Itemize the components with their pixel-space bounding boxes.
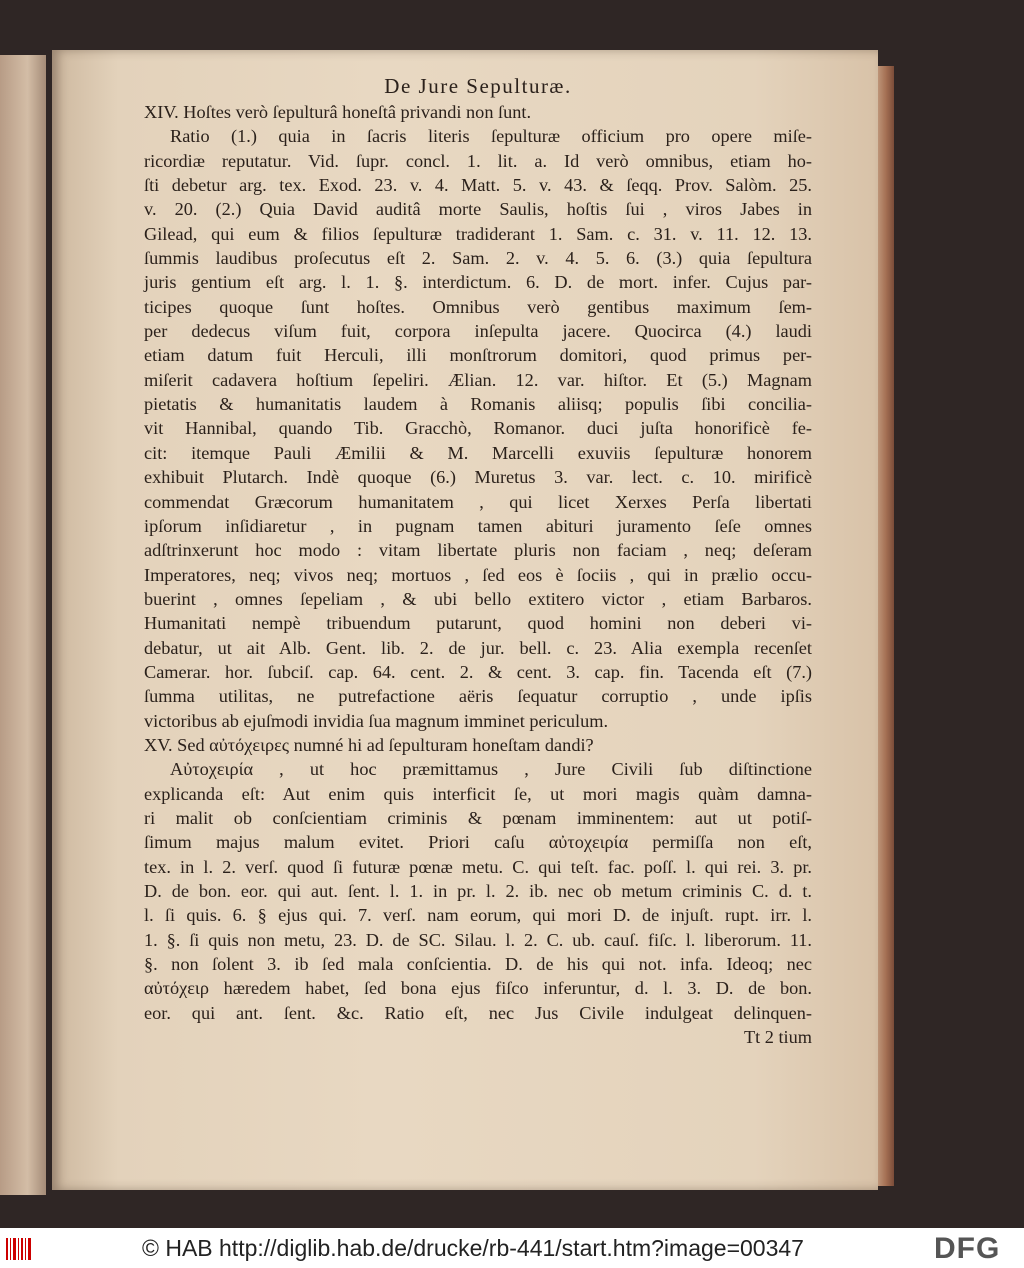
- text-line: αὐτόχειρ hæredem habet, ſed bona ejus fiſco inferuntur, d. l. 3. D. de bon.: [144, 978, 812, 999]
- text-line: miſerit cadavera hoſtium ſepeliri. Ælian. 12. var. hiſtor. Et (5.) Magnam: [144, 369, 812, 390]
- text-line: ſimum majus malum evitet. Priori caſu αὐτοχειρία permiſſa non eſt,: [144, 832, 812, 853]
- text-line: Gilead, qui eum & filios ſepulturæ tradiderant 1. Sam. c. 31. v. 11. 12. 13.: [144, 223, 812, 244]
- text-line: Camerar. hor. ſubciſ. cap. 64. cent. 2. & cent. 3. cap. fin. Tacenda eſt (7.): [144, 661, 812, 682]
- footer-bar: [0, 1228, 1024, 1268]
- text-line: Humanitati nempè tribuendum putarunt, quod homini non deberi vi-: [144, 613, 812, 634]
- text-line: Αὐτοχειρία , ut hoc præmittamus , Jure Civili ſub diſtinctione: [170, 759, 812, 780]
- text-line: §. non ſolent 3. ib ſed mala conſcientia. D. de his qui not. infa. Ideoq; nec: [144, 954, 812, 975]
- text-line: pietatis & humanitatis laudem à Romanis aliisq; populis ſibi concilia-: [144, 394, 812, 415]
- text-line: Ratio (1.) quia in ſacris literis ſepulturæ officium pro opere miſe-: [170, 126, 812, 147]
- text-line: l. ſi quis. 6. § ejus qui. 7. verſ. nam eorum, qui mori D. de injuſt. rupt. irr. l.: [144, 905, 812, 926]
- text-line: Tt 2 tium: [743, 1027, 812, 1048]
- text-line: ri malit ob conſcientiam criminis & pœnam imminentem: aut ut potiſ-: [144, 807, 812, 828]
- dfg-logo: DFG: [934, 1232, 1001, 1265]
- barcode-icon: [6, 1238, 32, 1260]
- text-line: commendat Græcorum humanitatem , qui licet Xerxes Perſa libertati: [144, 491, 812, 512]
- text-line: cit: itemque Pauli Æmilii & M. Marcelli exuviis ſepulturæ honorem: [144, 442, 812, 463]
- book-page: [52, 50, 878, 1190]
- text-line: buerint , omnes ſepeliam , & ubi bello extitero victor , etiam Barbaros.: [144, 588, 812, 609]
- text-line: tex. in l. 2. verſ. quod ſi futuræ pœnæ metu. C. qui teſt. fac. poſſ. l. qui rei. 3. pr.: [144, 856, 812, 877]
- text-line: juris gentium eſt arg. l. 1. §. interdictum. 6. D. de mort. infer. Cujus par-: [144, 272, 812, 293]
- text-line: v. 20. (2.) Quia David auditâ morte Saulis, hoſtis ſui , viros Jabes in: [144, 199, 812, 220]
- text-line: XIV. Hoſtes verò ſepulturâ honeſtâ privandi non ſunt.: [144, 102, 532, 122]
- text-line: victoribus ab ejuſmodi invidia ſua magnum imminet periculum.: [144, 710, 609, 731]
- text-line: ſumma utilitas, ne putrefactione aëris ſequatur corruptio , unde ipſis: [144, 686, 812, 707]
- text-line: D. de bon. eor. qui aut. ſent. l. 1. in pr. l. 2. ib. nec ob metum criminis C. d. t.: [144, 881, 812, 901]
- text-line: ſummis laudibus proſecutus eſt 2. Sam. 2. v. 4. 5. 6. (3.) quia ſepultura: [144, 248, 812, 269]
- text-line: per dedecus viſum fuit, corpora inſepulta jacere. Quocirca (4.) laudi: [144, 321, 812, 342]
- text-line: explicanda eſt: Aut enim quis interficit ſe, ut mori magis quàm damna-: [144, 783, 812, 804]
- running-header: De Jure Sepulturæ.: [384, 74, 572, 98]
- left-page-edge: [0, 55, 46, 1195]
- text-line: ipſorum inſidiaretur , in pugnam tamen abituri juramento ſeſe omnes: [144, 515, 812, 536]
- text-line: etiam datum fuit Herculi, illi monſtrorum domitori, quod primus per-: [144, 345, 812, 366]
- page-text: [144, 52, 812, 1049]
- body-text: [144, 100, 812, 1049]
- text-line: debatur, ut ait Alb. Gent. lib. 2. de jur. bell. c. 23. Alia exempla recenſet: [144, 637, 812, 658]
- copyright-link[interactable]: © HAB http://diglib.hab.de/drucke/rb-441/start.htm?image=00347: [142, 1235, 804, 1261]
- text-line: ticipes quoque ſunt hoſtes. Omnibus verò gentibus maximum ſem-: [144, 296, 812, 317]
- text-line: 1. §. ſi quis non metu, 23. D. de SC. Silau. l. 2. C. ub. cauſ. fiſc. l. liberorum. 11.: [144, 929, 812, 950]
- text-line: eor. qui ant. ſent. &c. Ratio eſt, nec Jus Civile indulgeat delinquen-: [144, 1002, 812, 1023]
- text-line: ſti debetur arg. tex. Exod. 23. v. 4. Matt. 5. v. 43. & ſeqq. Prov. Salòm. 25.: [144, 175, 812, 196]
- text-line: adſtrinxerunt hoc modo : vitam libertate pluris non faciam , neq; deſeram: [144, 540, 812, 561]
- text-line: exhibuit Plutarch. Indè quoque (6.) Muretus 3. var. lect. c. 10. mirificè: [144, 467, 812, 488]
- text-line: XV. Sed αὐτόχειρες numné hi ad ſepulturam honeſtam dandi?: [144, 734, 594, 755]
- text-line: Imperatores, neq; vivos neq; mortuos , ſed eos è ſociis , qui in prælio occu-: [144, 564, 812, 585]
- text-line: vit Hannibal, quando Tib. Gracchò, Romanor. duci juſta honorificè fe-: [144, 418, 812, 439]
- text-line: ricordiæ reputatur. Vid. ſupr. concl. 1. lit. a. Id verò omnibus, etiam ho-: [144, 150, 812, 171]
